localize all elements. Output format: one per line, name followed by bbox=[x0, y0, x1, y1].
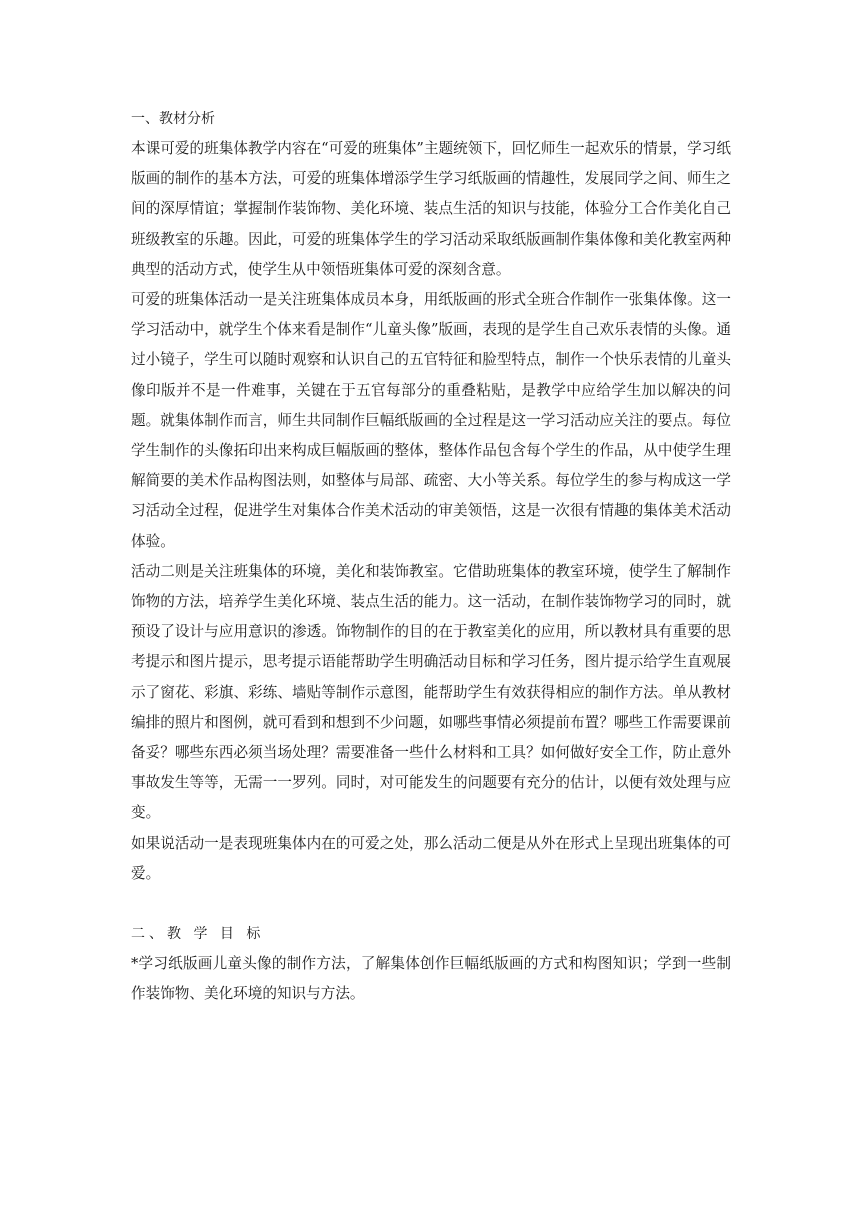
paragraph-summary: 如果说活动一是表现班集体内在的可爱之处，那么活动二便是从外在形式上呈现出班集体的可爱。 bbox=[131, 834, 731, 882]
paragraph-intro: 本课可爱的班集体教学内容在“可爱的班集体”主题统领下，回忆师生一起欢乐的情景，学习纸版画的制作的基本方法，可爱的班集体增添学生学习纸版画的情趣性，发展同学之间、师生之间的深厚情谊；掌握制作装饰物、美化环境、装点生活的知识与技能，体验分工合作美化自己班级教室的乐趣。因此，可爱的班集体学生的学习活动采取纸版画制作集体像和美化教室两种典型的活动方式，使学生从中领悟班集体可爱的深刻含意。 bbox=[131, 140, 731, 278]
section-spacer bbox=[131, 889, 731, 919]
paragraph-goal-one: *学习纸版画儿童头像的制作方法，了解集体创作巨幅纸版画的方式和构图知识；学到一些制作装饰物、美化环境的知识与方法。 bbox=[131, 955, 731, 1003]
paragraph-activity-one: 可爱的班集体活动一是关注班集体成员本身，用纸版画的形式全班合作制作一张集体像。这一学习活动中，就学生个体来看是制作“儿童头像”版画，表现的是学生自己欢乐表情的头像。通过小镜子，学生可以随时观察和认识自己的五官特征和脸型特点，制作一个快乐表情的儿童头像印版并不是一件难事，关键在于五官每部分的重叠粘贴，是教学中应给学生加以解决的问题。就集体制作而言，师生共同制作巨幅纸版画的全过程是这一学习活动应关注的要点。每位学生制作的头像拓印出来构成巨幅版画的整体，整体作品包含每个学生的作品，从中使学生理解简要的美术作品构图法则，如整体与局部、疏密、大小等关系。每位学生的参与构成这一学习活动全过程，促进学生对集体合作美术活动的审美领悟，这是一次很有情趣的集体美术活动体验。 bbox=[131, 291, 731, 550]
section-heading-teaching-goals: 二、教 学 目 标 bbox=[131, 926, 265, 943]
paragraph-activity-two: 活动二则是关注班集体的环境，美化和装饰教室。它借助班集体的教室环境，使学生了解制作饰物的方法，培养学生美化环境、装点生活的能力。这一活动，在制作装饰物学习的同时，就预设了设计与应用意识的渗透。饰物制作的目的在于教室美化的应用，所以教材具有重要的思考提示和图片提示，思考提示语能帮助学生明确活动目标和学习任务，图片提示给学生直观展示了窗花、彩旗、彩练、墙贴等制作示意图，能帮助学生有效获得相应的制作方法。单从教材编排的照片和图例，就可看到和想到不少问题，如哪些事情必须提前布置？哪些工作需要课前备妥？哪些东西必须当场处理？需要准备一些什么材料和工具？如何做好安全工作，防止意外事故发生等等，无需一一罗列。同时，对可能发生的问题要有充分的估计，以便有效处理与应变。 bbox=[131, 562, 731, 822]
section-heading-textbook-analysis: 一、教材分析 bbox=[131, 111, 215, 127]
document-page bbox=[131, 104, 731, 1009]
